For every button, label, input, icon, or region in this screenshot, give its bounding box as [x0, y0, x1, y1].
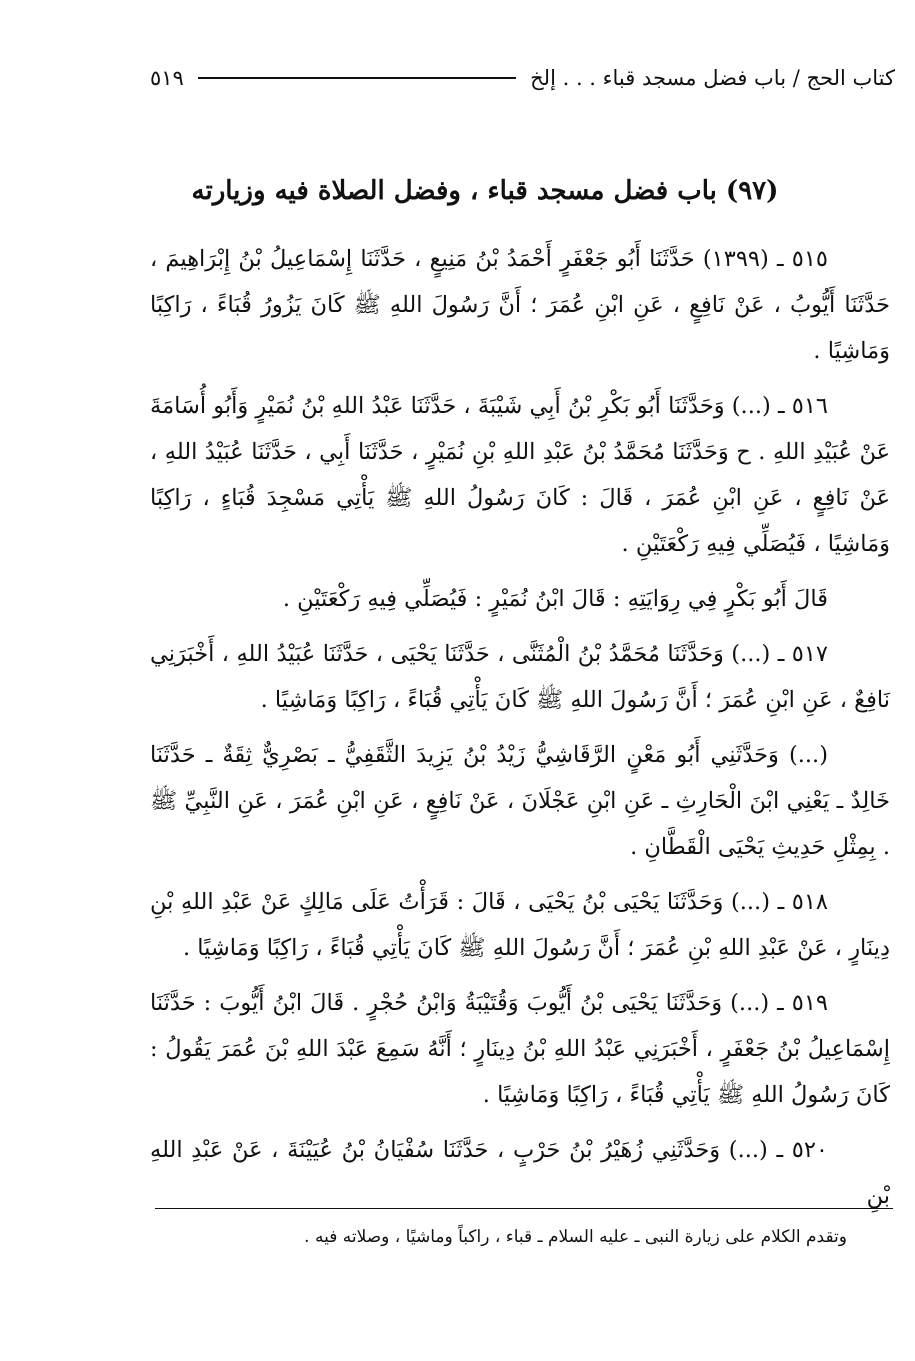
hadith-519: ٥١٩ ـ (...) وَحَدَّثَنَا يَحْيَى بْنُ أَيُّوبَ وَقُتَيْبَةُ وَابْنُ حُجْرٍ . قَالَ ابْنُ أَيُّوبَ : حَدَّثَنَا إِسْمَاعِيلُ بْنُ جَعْفَرٍ ، أَخْبَرَنِي عَبْدُ اللهِ بْنُ دِينَارٍ ؛ أَنَّهُ سَمِعَ عَبْدَ اللهِ بْنَ عُمَرَ يَقُولُ : كَانَ رَسُولُ اللهِ ﷺ يَأْتِي قُبَاءً ، رَاكِبًا وَمَاشِيًا .: [150, 990, 890, 1108]
hadith-518: ٥١٨ ـ (...) وَحَدَّثَنَا يَحْيَى بْنُ يَحْيَى ، قَالَ : قَرَأْتُ عَلَى مَالِكٍ عَنْ عَبْدِ اللهِ بْنِ دِينَارٍ ، عَنْ عَبْدِ اللهِ بْنِ عُمَرَ ؛ أَنَّ رَسُولَ اللهِ ﷺ كَانَ يَأْتِي قُبَاءً ، رَاكِبًا وَمَاشِيًا .: [150, 889, 890, 961]
footnote-divider: [155, 1208, 893, 1209]
hadith-517: ٥١٧ ـ (...) وَحَدَّثَنَا مُحَمَّدُ بْنُ الْمُثَنَّى ، حَدَّثَنَا يَحْيَى ، حَدَّثَنَا عُبَيْدُ اللهِ ، أَخْبَرَنِي نَافِعٌ ، عَنِ ابْنِ عُمَرَ ؛ أَنَّ رَسُولَ اللهِ ﷺ كَانَ يَأْتِي قُبَاءً ، رَاكِبًا وَمَاشِيًا .: [150, 641, 890, 713]
chapter-title: (٩٧) باب فضل مسجد قباء ، وفضل الصلاة فيه وزيارته: [191, 176, 779, 206]
hadith-520: ٥٢٠ ـ (...) وَحَدَّثَنِي زُهَيْرُ بْنُ حَرْبٍ ، حَدَّثَنَا سُفْيَانُ بْنُ عُيَيْنَةَ ، عَنْ عَبْدِ اللهِ بْنِ: [150, 1137, 890, 1209]
hadith-text: [150, 236, 890, 1228]
narrator-note: قَالَ أَبُو بَكْرٍ فِي رِوَايَتِهِ : قَالَ ابْنُ نُمَيْرٍ : فَيُصَلِّي فِيهِ رَكْعَتَيْنِ .: [282, 586, 828, 612]
running-header: [150, 60, 895, 96]
hadith-517-variant: (...) وَحَدَّثَنِي أَبُو مَعْنٍ الرَّقَاشِيُّ زَيْدُ بْنُ يَزِيدَ الثَّقَفِيُّ ـ بَصْرِيٌّ ثِقَةٌ ـ حَدَّثَنَا خَالِدٌ ـ يَعْنِي ابْنَ الْحَارِثِ ـ عَنِ ابْنِ عَجْلَانَ ، عَنْ نَافِعٍ ، عَنِ ابْنِ عُمَرَ ، عَنِ النَّبِيِّ ﷺ . بِمِثْلِ حَدِيثِ يَحْيَى الْقَطَّانِ .: [150, 742, 890, 860]
hadith-515: ٥١٥ ـ (١٣٩٩) حَدَّثَنَا أَبُو جَعْفَرٍ أَحْمَدُ بْنُ مَنِيعٍ ، حَدَّثَنَا إِسْمَاعِيلُ بْنُ إِبْرَاهِيمَ ، حَدَّثَنَا أَيُّوبُ ، عَنْ نَافِعٍ ، عَنِ ابْنِ عُمَرَ ؛ أَنَّ رَسُولَ اللهِ ﷺ كَانَ يَزُورُ قُبَاءً ، رَاكِبًا وَمَاشِيًا .: [150, 246, 890, 364]
hadith-516: ٥١٦ ـ (...) وَحَدَّثَنَا أَبُو بَكْرِ بْنُ أَبِي شَيْبَةَ ، حَدَّثَنَا عَبْدُ اللهِ بْنُ نُمَيْرٍ وَأَبُو أُسَامَةَ عَنْ عُبَيْدِ اللهِ . ح وَحَدَّثَنَا مُحَمَّدُ بْنُ عَبْدِ اللهِ بْنِ نُمَيْرٍ ، حَدَّثَنَا أَبِي ، حَدَّثَنَا عُبَيْدُ اللهِ ، عَنْ نَافِعٍ ، عَنِ ابْنِ عُمَرَ ، قَالَ : كَانَ رَسُولُ اللهِ ﷺ يَأْتِي مَسْجِدَ قُبَاءٍ ، رَاكِبًا وَمَاشِيًا ، فَيُصَلِّي فِيهِ رَكْعَتَيْنِ .: [150, 393, 890, 557]
page-number: ٥١٩: [150, 66, 184, 90]
header-rule: [198, 77, 516, 79]
footnote: وتقدم الكلام على زيارة النبى ـ عليه السلام ـ قباء ، راكباً وماشيًا ، وصلاته فيه .: [304, 1227, 847, 1247]
header-title: كتاب الحج / باب فضل مسجد قباء . . . إلخ: [530, 66, 895, 90]
